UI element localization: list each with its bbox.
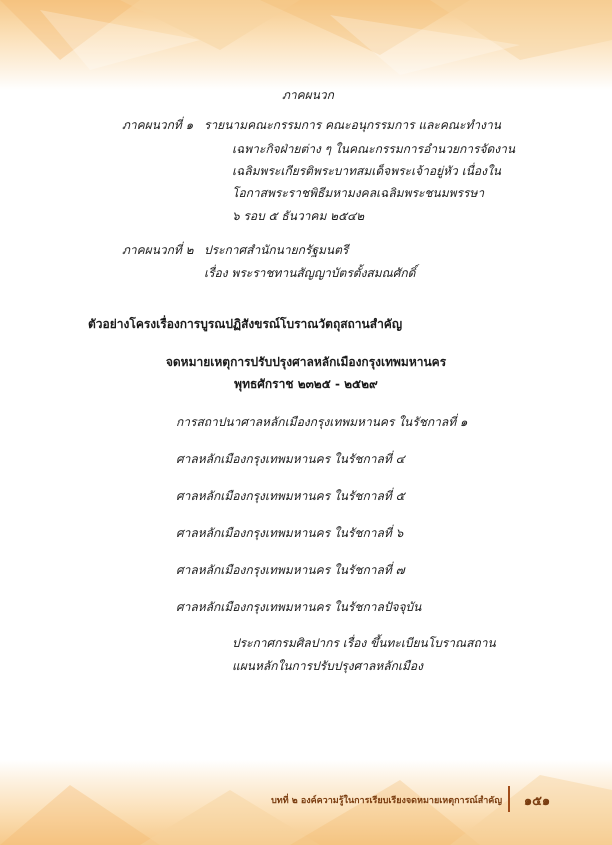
outline-item: ศาลหลักเมืองกรุงเทพมหานคร ในรัชกาลที่ ๖: [176, 526, 404, 540]
sub-item: ประกาศกรมศิลปากร เรื่อง ขึ้นทะเบียนโบราณสถาน: [232, 636, 496, 650]
outline-item: การสถาปนาศาลหลักเมืองกรุงเทพมหานคร ในรัชกาลที่ ๑: [176, 415, 468, 429]
page-number: ๑๕๑: [523, 794, 551, 809]
outline-item: ศาลหลักเมืองกรุงเทพมหานคร ในรัชกาลที่ ๗: [176, 563, 405, 577]
footer-divider: [508, 786, 510, 812]
sub-item: แผนหลักในการปรับปรุงศาลหลักเมือง: [232, 659, 423, 673]
outline-item: ศาลหลักเมืองกรุงเทพมหานคร ในรัชกาลที่ ๕: [176, 489, 405, 503]
appendix-heading: ภาคผนวก: [282, 88, 334, 102]
appendix-1-line: โอกาสพระราชพิธีมหามงคลเฉลิมพระชนมพรรษา: [232, 186, 485, 200]
appendix-2-label: ภาคผนวกที่ ๒: [122, 243, 194, 257]
appendix-2-line: ประกาศสำนักนายกรัฐมนตรี: [204, 243, 349, 257]
appendix-1-line: เฉพาะกิจฝ่ายต่าง ๆ ในคณะกรรมการอำนวยการจัดงาน: [232, 142, 516, 156]
appendix-1-line: ๖ รอบ ๕ ธันวาคม ๒๕๔๒: [232, 209, 365, 223]
outline-item: ศาลหลักเมืองกรุงเทพมหานคร ในรัชกาลปัจจุบัน: [176, 600, 422, 614]
example-title-line2: พุทธศักราช ๒๓๒๕ - ๒๕๒๙: [234, 377, 378, 391]
appendix-1-line: เฉลิมพระเกียรติพระบาทสมเด็จพระเจ้าอยู่หัว เนื่องใน: [232, 164, 502, 178]
example-title-line1: จดหมายเหตุการปรับปรุงศาลหลักเมืองกรุงเทพมหานคร: [165, 355, 447, 369]
outline-item: ศาลหลักเมืองกรุงเทพมหานคร ในรัชกาลที่ ๔: [176, 452, 405, 466]
appendix-2-line: เรื่อง พระราชทานสัญญาบัตรตั้งสมณศักดิ์: [204, 266, 416, 280]
example-heading: ตัวอย่างโครงเรื่องการบูรณปฏิสังขรณ์โบราณวัตถุสถานสำคัญ: [88, 317, 403, 331]
header-pattern-icon: [0, 0, 612, 90]
header-decoration: [0, 0, 612, 90]
appendix-1-line: รายนามคณะกรรมการ คณะอนุกรรมการ และคณะทำงาน: [204, 118, 501, 132]
footer-chapter-text: บทที่ ๒ องค์ความรู้ในการเรียบเรียงจดหมายเหตุการณ์สำคัญ: [271, 796, 502, 806]
appendix-1-label: ภาคผนวกที่ ๑: [122, 118, 194, 132]
